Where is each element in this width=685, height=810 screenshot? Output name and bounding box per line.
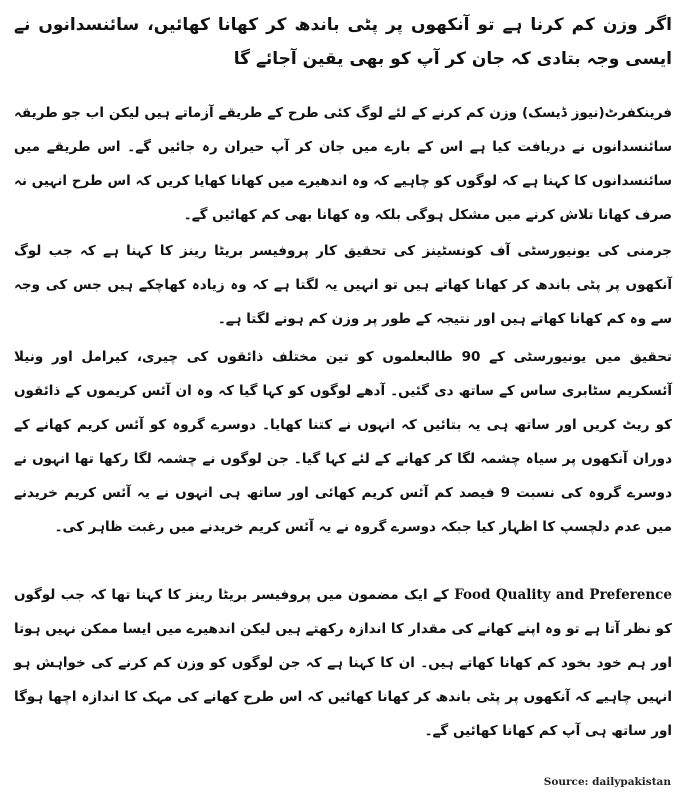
headline: اگر وزن کم کرنا ہے تو آنکھوں پر پٹی باندھ کر کھانا کھائیں، سائنسدانوں نے ایسی وجہ بتادی کہ جان کر آپ کو بھی یقین آجائے گا xyxy=(14,15,672,69)
paragraph-intro: فرینکفرٹ(نیوز ڈیسک) وزن کم کرنے کے لئے لوگ کئی طرح کے طریقے آزماتے ہیں لیکن اب جو طریقہ سائنسدانوں نے دریافت کیا ہے اس کے بارے میں جان کر آپ حیران رہ جائیں گے۔ اس طریقے میں سائنسدانوں کا کہنا ہے کہ لوگوں کو چاہیے کہ وہ اندھیرے میں کھانا کھایا کریں کہ اس طرح انہیں نہ صرف کھانا تلاش کرنے میں مشکل ہوگی بلکہ وہ کھانا بھی کم کھائیں گے۔ xyxy=(14,105,672,223)
article xyxy=(14,8,672,744)
paragraph-study: تحقیق میں یونیورسٹی کے 90 طالبعلموں کو تین مختلف ذائقوں کی چیری، کیرامل اور ونیلا آئسکریم سٹابری ساس کے ساتھ دی گئیں۔ آدھے لوگوں کو کہا گیا کہ وہ ان آئس کریموں کے ذائقوں کو ریٹ کریں اور ساتھ ہی یہ بتائیں کہ انہوں نے کتنا کھایا۔ دوسرے گروہ کو آئس کریم کھانے کے دوران آنکھوں پر سیاہ چشمہ لگا کر کھانے کے لئے کہا گیا۔ جن لوگوں نے چشمہ لگا رکھا تھا انہوں نے دوسرے گروہ کی نسبت 9 فیصد کم آئس کریم کھائی اور ساتھ ہی انہوں نے یہ آئس کریم خریدنے میں عدم دلچسپ کا اظہار کیا جبکہ دوسرے گروہ نے یہ آئس کریم خریدنے میں رغبت ظاہر کی۔ xyxy=(14,349,673,535)
paragraph-conclusion xyxy=(14,578,672,744)
journal-name: Food Quality and Preference xyxy=(454,587,672,603)
source-credit: Source: dailypakistan xyxy=(543,776,671,788)
paragraph-research: جرمنی کی یونیورسٹی آف کونسٹینز کی تحقیق کار پروفیسر بریٹا رینز کا کہنا ہے کہ جب لوگ آنکھوں پر پٹی باندھ کر کھانا کھاتے ہیں تو انہیں یہ لگتا ہے کہ وہ زیادہ کھاچکے ہیں جس کی وجہ سے وہ کم کھانا کھاتے ہیں اور نتیجہ کے طور پر وزن کم ہونے لگتا ہے۔ xyxy=(14,243,672,327)
paragraph-conclusion-body: کے ایک مضمون میں پروفیسر بریٹا رینز کا کہنا تھا کہ جب لوگوں کو نظر آتا ہے تو وہ اپنے کھانے کی مقدار کا اندازہ رکھتے ہیں لیکن اندھیرے میں ایسا ممکن نہیں ہوتا اور ہم خود بخود کم کھانا کھاتے ہیں۔ ان کا کہنا ہے کہ جن لوگوں کو وزن کم کرنے کی خواہش ہو انہیں چاہیے کہ آنکھوں پر پٹی باندھ کر کھانا کھائیں کہ اس طرح کھانے کی مہک کا اندازہ اچھا ہوگا اور ساتھ ہی آپ کم کھانا کھائیں گے۔ xyxy=(14,587,672,739)
